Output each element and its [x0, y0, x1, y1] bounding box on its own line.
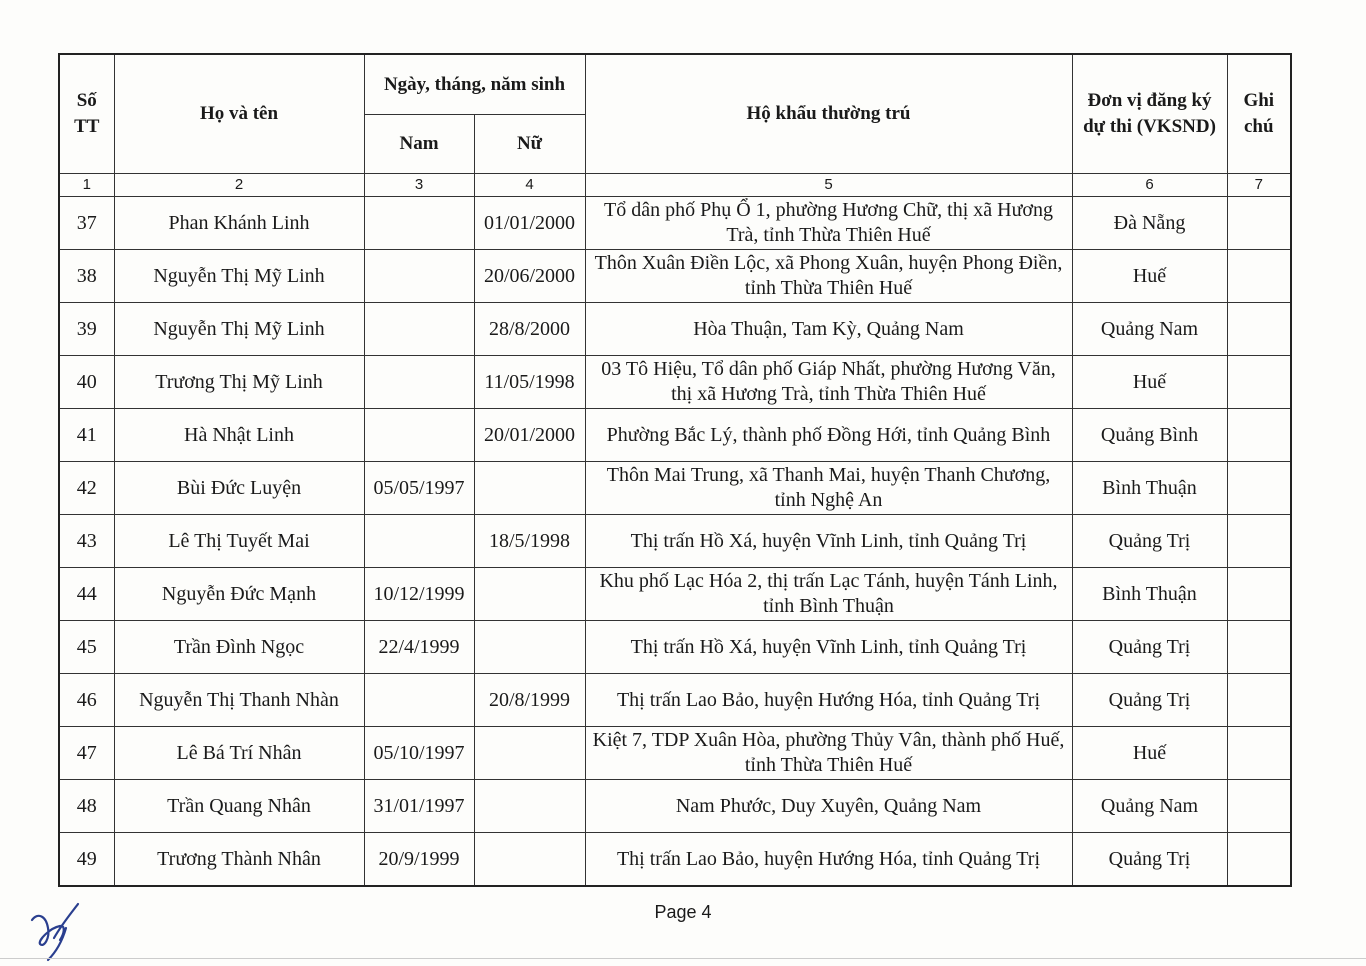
table-row: [59, 515, 1291, 568]
row-address: Thôn Mai Trung, xã Thanh Mai, huyện Thanh Chương, tỉnh Nghệ An: [585, 462, 1072, 515]
row-address: Thị trấn Lao Bảo, huyện Hướng Hóa, tỉnh Quảng Trị: [585, 674, 1072, 727]
row-unit: Quảng Trị: [1072, 674, 1227, 727]
row-stt: 45: [59, 621, 114, 674]
column-number: 3: [364, 174, 474, 197]
column-number: 7: [1227, 174, 1291, 197]
row-name: Lê Bá Trí Nhân: [114, 727, 364, 780]
row-dob-female: 18/5/1998: [474, 515, 585, 568]
row-note: [1227, 515, 1291, 568]
row-stt: 39: [59, 303, 114, 356]
table-row: [59, 568, 1291, 621]
row-dob-male: [364, 197, 474, 250]
table-row: [59, 621, 1291, 674]
row-name: Trương Thị Mỹ Linh: [114, 356, 364, 409]
row-stt: 47: [59, 727, 114, 780]
row-note: [1227, 197, 1291, 250]
row-name: Trương Thành Nhân: [114, 833, 364, 887]
row-unit: Quảng Trị: [1072, 515, 1227, 568]
row-unit: Quảng Bình: [1072, 409, 1227, 462]
row-dob-male: 05/10/1997: [364, 727, 474, 780]
row-dob-male: [364, 674, 474, 727]
row-name: Hà Nhật Linh: [114, 409, 364, 462]
column-number: 4: [474, 174, 585, 197]
row-stt: 46: [59, 674, 114, 727]
row-unit: Bình Thuận: [1072, 568, 1227, 621]
column-number: 6: [1072, 174, 1227, 197]
row-dob-male: [364, 356, 474, 409]
row-dob-female: 11/05/1998: [474, 356, 585, 409]
row-note: [1227, 356, 1291, 409]
header-dob: Ngày, tháng, năm sinh: [364, 54, 585, 115]
row-dob-male: [364, 409, 474, 462]
header-female: Nữ: [474, 115, 585, 174]
column-number: 1: [59, 174, 114, 197]
row-unit: Quảng Nam: [1072, 303, 1227, 356]
row-name: Phan Khánh Linh: [114, 197, 364, 250]
row-dob-female: 20/01/2000: [474, 409, 585, 462]
row-dob-male: 31/01/1997: [364, 780, 474, 833]
row-dob-male: [364, 303, 474, 356]
header-name: Họ và tên: [114, 54, 364, 174]
row-unit: Huế: [1072, 356, 1227, 409]
row-stt: 37: [59, 197, 114, 250]
candidate-table: [58, 53, 1292, 887]
row-dob-female: [474, 568, 585, 621]
header-address: Hộ khẩu thường trú: [585, 54, 1072, 174]
row-note: [1227, 568, 1291, 621]
row-dob-female: 28/8/2000: [474, 303, 585, 356]
row-note: [1227, 674, 1291, 727]
table-row: [59, 409, 1291, 462]
row-note: [1227, 833, 1291, 887]
row-unit: Huế: [1072, 727, 1227, 780]
header-note: Ghi chú: [1227, 54, 1291, 174]
row-name: Bùi Đức Luyện: [114, 462, 364, 515]
row-name: Nguyễn Thị Thanh Nhàn: [114, 674, 364, 727]
row-dob-male: [364, 515, 474, 568]
row-dob-female: 01/01/2000: [474, 197, 585, 250]
row-dob-male: 10/12/1999: [364, 568, 474, 621]
row-address: Thị trấn Lao Bảo, huyện Hướng Hóa, tỉnh Quảng Trị: [585, 833, 1072, 887]
header-unit: Đơn vị đăng ký dự thi (VKSND): [1072, 54, 1227, 174]
row-address: Thị trấn Hồ Xá, huyện Vĩnh Linh, tỉnh Quảng Trị: [585, 621, 1072, 674]
row-address: Thôn Xuân Điền Lộc, xã Phong Xuân, huyện Phong Điền, tỉnh Thừa Thiên Huế: [585, 250, 1072, 303]
header-male: Nam: [364, 115, 474, 174]
table-row: [59, 727, 1291, 780]
table-row: [59, 197, 1291, 250]
table-row: [59, 250, 1291, 303]
row-unit: Quảng Nam: [1072, 780, 1227, 833]
row-unit: Quảng Trị: [1072, 621, 1227, 674]
row-note: [1227, 462, 1291, 515]
row-stt: 38: [59, 250, 114, 303]
table-row: [59, 462, 1291, 515]
row-address: Kiệt 7, TDP Xuân Hòa, phường Thủy Vân, thành phố Huế, tỉnh Thừa Thiên Huế: [585, 727, 1072, 780]
row-dob-male: 05/05/1997: [364, 462, 474, 515]
row-dob-male: [364, 250, 474, 303]
row-note: [1227, 621, 1291, 674]
row-dob-female: 20/8/1999: [474, 674, 585, 727]
row-stt: 42: [59, 462, 114, 515]
row-address: 03 Tô Hiệu, Tổ dân phố Giáp Nhất, phường Hương Văn, thị xã Hương Trà, tỉnh Thừa Thiên Huế: [585, 356, 1072, 409]
row-dob-female: [474, 780, 585, 833]
row-unit: Đà Nẵng: [1072, 197, 1227, 250]
table-row: [59, 833, 1291, 887]
row-stt: 43: [59, 515, 114, 568]
row-name: Nguyễn Thị Mỹ Linh: [114, 303, 364, 356]
row-name: Trần Quang Nhân: [114, 780, 364, 833]
table-row: [59, 303, 1291, 356]
row-dob-female: [474, 462, 585, 515]
row-note: [1227, 250, 1291, 303]
row-name: Lê Thị Tuyết Mai: [114, 515, 364, 568]
row-dob-female: [474, 621, 585, 674]
row-unit: Bình Thuận: [1072, 462, 1227, 515]
row-address: Nam Phước, Duy Xuyên, Quảng Nam: [585, 780, 1072, 833]
row-stt: 49: [59, 833, 114, 887]
row-dob-female: [474, 727, 585, 780]
row-note: [1227, 409, 1291, 462]
column-number: 5: [585, 174, 1072, 197]
row-dob-female: 20/06/2000: [474, 250, 585, 303]
row-dob-male: 20/9/1999: [364, 833, 474, 887]
row-stt: 48: [59, 780, 114, 833]
row-dob-female: [474, 833, 585, 887]
row-address: Khu phố Lạc Hóa 2, thị trấn Lạc Tánh, huyện Tánh Linh, tỉnh Bình Thuận: [585, 568, 1072, 621]
row-name: Nguyễn Thị Mỹ Linh: [114, 250, 364, 303]
row-unit: Huế: [1072, 250, 1227, 303]
row-note: [1227, 303, 1291, 356]
page-number: Page 4: [654, 902, 712, 922]
table-row: [59, 780, 1291, 833]
row-note: [1227, 780, 1291, 833]
row-address: Hòa Thuận, Tam Kỳ, Quảng Nam: [585, 303, 1072, 356]
row-stt: 40: [59, 356, 114, 409]
row-dob-male: 22/4/1999: [364, 621, 474, 674]
table-body: [59, 197, 1291, 887]
row-name: Trần Đình Ngọc: [114, 621, 364, 674]
row-stt: 41: [59, 409, 114, 462]
table-row: [59, 674, 1291, 727]
column-number-row: [59, 174, 1291, 197]
header-stt: Số TT: [59, 54, 114, 174]
row-note: [1227, 727, 1291, 780]
row-unit: Quảng Trị: [1072, 833, 1227, 887]
table-row: [59, 356, 1291, 409]
page-edge-divider: [0, 958, 1366, 959]
row-address: Phường Bắc Lý, thành phố Đồng Hới, tỉnh Quảng Bình: [585, 409, 1072, 462]
row-address: Thị trấn Hồ Xá, huyện Vĩnh Linh, tỉnh Quảng Trị: [585, 515, 1072, 568]
row-name: Nguyễn Đức Mạnh: [114, 568, 364, 621]
row-address: Tổ dân phố Phụ Ổ 1, phường Hương Chữ, thị xã Hương Trà, tỉnh Thừa Thiên Huế: [585, 197, 1072, 250]
column-number: 2: [114, 174, 364, 197]
row-stt: 44: [59, 568, 114, 621]
